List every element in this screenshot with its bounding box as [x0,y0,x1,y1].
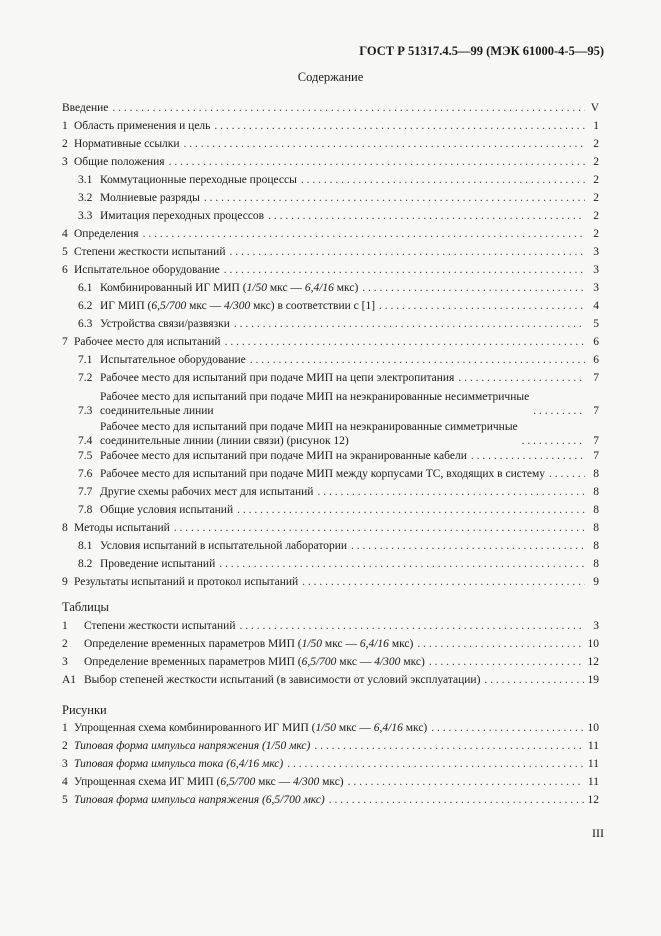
figure-number: 3 [62,758,68,770]
toc-title: ИГ МИП (6,5/700 мкс — 4/300 мкс) в соответствии с [1] [100,300,376,312]
table-entry[interactable] [62,634,599,651]
toc-number: 8.2 [78,558,93,570]
leader-dots [302,575,585,589]
leader-dots [301,173,585,187]
figure-entry[interactable] [62,736,599,753]
toc-entry[interactable] [62,152,599,169]
table-title: Определение временных параметров МИП (1/50 мкс — 6,4/16 мкс) [84,638,414,650]
toc-title: Рабочее место для испытаний при подаче МИП на экранированные кабели [100,450,467,462]
toc-page: 3 [593,246,599,258]
toc-title: Рабочее место для испытаний при подаче МИП на цепи электропитания [100,372,455,384]
toc-number: 7.4 [78,435,93,447]
toc-number: 9 [62,576,68,588]
toc-title: Молниевые разряды [100,192,200,204]
toc-number: 1 [62,120,68,132]
leader-dots [204,191,585,205]
tables-section-label: Таблицы [62,600,109,614]
toc-page: 8 [593,522,599,534]
leader-dots [314,739,584,753]
figure-title: Типовая форма импульса напряжения (6,5/700 мкс) [74,794,325,806]
toc-entry[interactable] [78,416,599,448]
toc-entry[interactable] [78,464,599,481]
leader-dots [184,137,585,151]
leader-dots [458,371,585,385]
figure-title: Типовая форма импульса тока (6,4/16 мкс) [74,758,284,770]
toc-number: 8.1 [78,540,93,552]
toc-title: Область применения и цель [74,120,211,132]
leader-dots [112,101,585,115]
toc-entry[interactable] [78,170,599,187]
toc-number: 7.5 [78,450,93,462]
toc-page: 9 [593,576,599,588]
leader-dots [351,539,585,553]
toc-entry[interactable] [62,242,599,259]
toc-title: Коммутационные переходные процессы [100,174,297,186]
toc-page: 8 [593,468,599,480]
toc-title-continued: соединительные линии [100,405,214,417]
toc-entry[interactable] [78,482,599,499]
leader-dots [143,227,585,241]
toc-number: 7 [62,336,68,348]
leader-dots [329,793,584,807]
toc-page: 5 [593,318,599,330]
toc-page: 2 [593,228,599,240]
toc-number: 7.2 [78,372,93,384]
document-header: ГОСТ Р 51317.4.5—99 (МЭК 61000-4-5—95) [359,44,604,58]
toc-number: 3.3 [78,210,93,222]
toc-entry[interactable] [62,98,599,115]
figure-number: 1 [62,722,68,734]
toc-title: Комбинированный ИГ МИП (1/50 мкс — 6,4/16 мкс) [100,282,359,294]
toc-number: 7.3 [78,405,93,417]
toc-page: 3 [593,264,599,276]
leader-dots [549,467,585,481]
toc-title: Введение [62,102,109,114]
toc-page: 6 [593,336,599,348]
leader-dots [237,503,585,517]
toc-title: Определения [74,228,139,240]
toc-page: 1 [593,120,599,132]
toc-title [100,390,529,418]
toc-number: 7.1 [78,354,93,366]
toc-page: 4 [593,300,599,312]
toc-page: 8 [593,504,599,516]
toc-number: 6 [62,264,68,276]
leader-dots [348,775,584,789]
figure-number: 2 [62,740,68,752]
toc-title: Испытательное оборудование [100,354,246,366]
toc-number: 8 [62,522,68,534]
toc-title-line: Рабочее место для испытаний при подаче МИП на неэкранированные несимметричные [100,391,530,403]
toc-number: 3.1 [78,174,93,186]
toc-entry[interactable] [62,224,599,241]
toc-page: 7 [593,435,599,447]
toc-entry[interactable] [78,188,599,205]
toc-title: Общие положения [74,156,165,168]
table-entry[interactable] [62,670,599,687]
leader-dots [239,619,585,633]
leader-dots [234,317,585,331]
toc-title: Другие схемы рабочих мест для испытаний [100,486,314,498]
table-number: 1 [62,620,68,632]
toc-entry[interactable] [78,500,599,517]
toc-title: Общие условия испытаний [100,504,234,516]
toc-title: Испытательное оборудование [74,264,220,276]
leader-dots [219,557,585,571]
figure-title: Упрощенная схема комбинированного ИГ МИП (1/50 мкс — 6,4/16 мкс) [74,722,428,734]
toc-title [100,420,518,448]
leader-dots [224,263,585,277]
leader-dots [417,637,583,651]
toc-number: 6.2 [78,300,93,312]
leader-dots [229,245,585,259]
toc-entry[interactable] [78,296,599,313]
page-number: III [592,826,604,840]
figure-entry[interactable] [62,772,599,789]
figure-page: 11 [587,776,599,788]
toc-title: Устройства связи/развязки [100,318,230,330]
table-entry[interactable] [62,652,599,669]
toc-number: 6.1 [78,282,93,294]
toc-entry[interactable] [62,572,599,589]
leader-dots [379,299,585,313]
figure-title: Типовая форма импульса напряжения (1/50 мкс) [74,740,311,752]
table-page: 10 [587,638,599,650]
table-entry[interactable] [62,616,599,633]
figure-page: 12 [587,794,599,806]
toc-title: Нормативные ссылки [74,138,180,150]
leader-dots [317,485,585,499]
toc-entry[interactable] [78,536,599,553]
toc-page: 8 [593,558,599,570]
toc-entry[interactable] [78,446,599,463]
figure-entry[interactable] [62,718,599,735]
leader-dots [250,353,585,367]
leader-dots [471,449,585,463]
toc-title: Содержание [297,70,364,84]
table-title: Степени жесткости испытаний [84,620,236,632]
table-title: Выбор степеней жесткости испытаний (в зависимости от условий эксплуатации) [84,674,481,686]
toc-title: Результаты испытаний и протокол испытаний [74,576,299,588]
toc-entry[interactable] [62,134,599,151]
leader-dots [287,757,584,771]
toc-entry[interactable] [78,350,599,367]
toc-number: 3 [62,156,68,168]
table-number: A1 [62,674,77,686]
toc-entry[interactable] [78,206,599,223]
leader-dots [174,521,585,535]
table-number: 3 [62,656,68,668]
table-number: 2 [62,638,68,650]
toc-page: 7 [593,372,599,384]
toc-page: 7 [593,450,599,462]
toc-entry[interactable] [78,386,599,418]
leader-dots [268,209,585,223]
toc-page: 2 [593,156,599,168]
toc-number: 7.6 [78,468,93,480]
table-page: 3 [593,620,599,632]
toc-title: Условия испытаний в испытательной лаборатории [100,540,347,552]
figures-section-label: Рисунки [62,703,107,717]
figure-entry[interactable] [62,754,599,771]
toc-page: 3 [593,282,599,294]
toc-number: 5 [62,246,68,258]
toc-title-continued: соединительные линии (линии связи) (рисунок 12) [100,435,349,447]
figure-page: 11 [587,758,599,770]
toc-title: Методы испытаний [74,522,170,534]
table-page: 12 [587,656,599,668]
table-page: 19 [587,674,599,686]
figure-title: Упрощенная схема ИГ МИП (6,5/700 мкс — 4/300 мкс) [74,776,344,788]
toc-number: 6.3 [78,318,93,330]
toc-number: 2 [62,138,68,150]
toc-entry[interactable] [78,314,599,331]
toc-title: Имитация переходных процессов [100,210,265,222]
toc-entry[interactable] [62,332,599,349]
toc-entry[interactable] [78,278,599,295]
leader-dots [169,155,585,169]
toc-page: 2 [593,174,599,186]
toc-page: 8 [593,540,599,552]
leader-dots [484,673,583,687]
toc-title-line: Рабочее место для испытаний при подаче МИП на неэкранированные симметричные [100,421,518,433]
toc-title: Степени жесткости испытаний [74,246,226,258]
toc-title: Рабочее место для испытаний [74,336,221,348]
leader-dots [214,119,585,133]
toc-number: 4 [62,228,68,240]
figure-entry[interactable] [62,790,599,807]
toc-title: Проведение испытаний [100,558,216,570]
leader-dots [362,281,585,295]
toc-entry[interactable] [62,260,599,277]
figure-page: 11 [587,740,599,752]
leader-dots [429,655,584,669]
toc-page: 2 [593,210,599,222]
toc-page: 8 [593,486,599,498]
toc-number: 3.2 [78,192,93,204]
figure-number: 5 [62,794,68,806]
toc-page: 7 [593,405,599,417]
figure-page: 10 [587,722,599,734]
toc-page: V [590,102,599,114]
toc-entry[interactable] [78,554,599,571]
toc-page: 2 [593,138,599,150]
toc-page: 2 [593,192,599,204]
toc-entry[interactable] [62,116,599,133]
leader-dots [225,335,585,349]
toc-entry[interactable] [78,368,599,385]
toc-title: Рабочее место для испытаний при подаче МИП между корпусами ТС, входящих в систему [100,468,545,480]
toc-number: 7.8 [78,504,93,516]
toc-page: 6 [593,354,599,366]
figure-number: 4 [62,776,68,788]
table-title: Определение временных параметров МИП (6,5/700 мкс — 4/300 мкс) [84,656,425,668]
toc-number: 7.7 [78,486,93,498]
leader-dots [431,721,583,735]
toc-entry[interactable] [62,518,599,535]
